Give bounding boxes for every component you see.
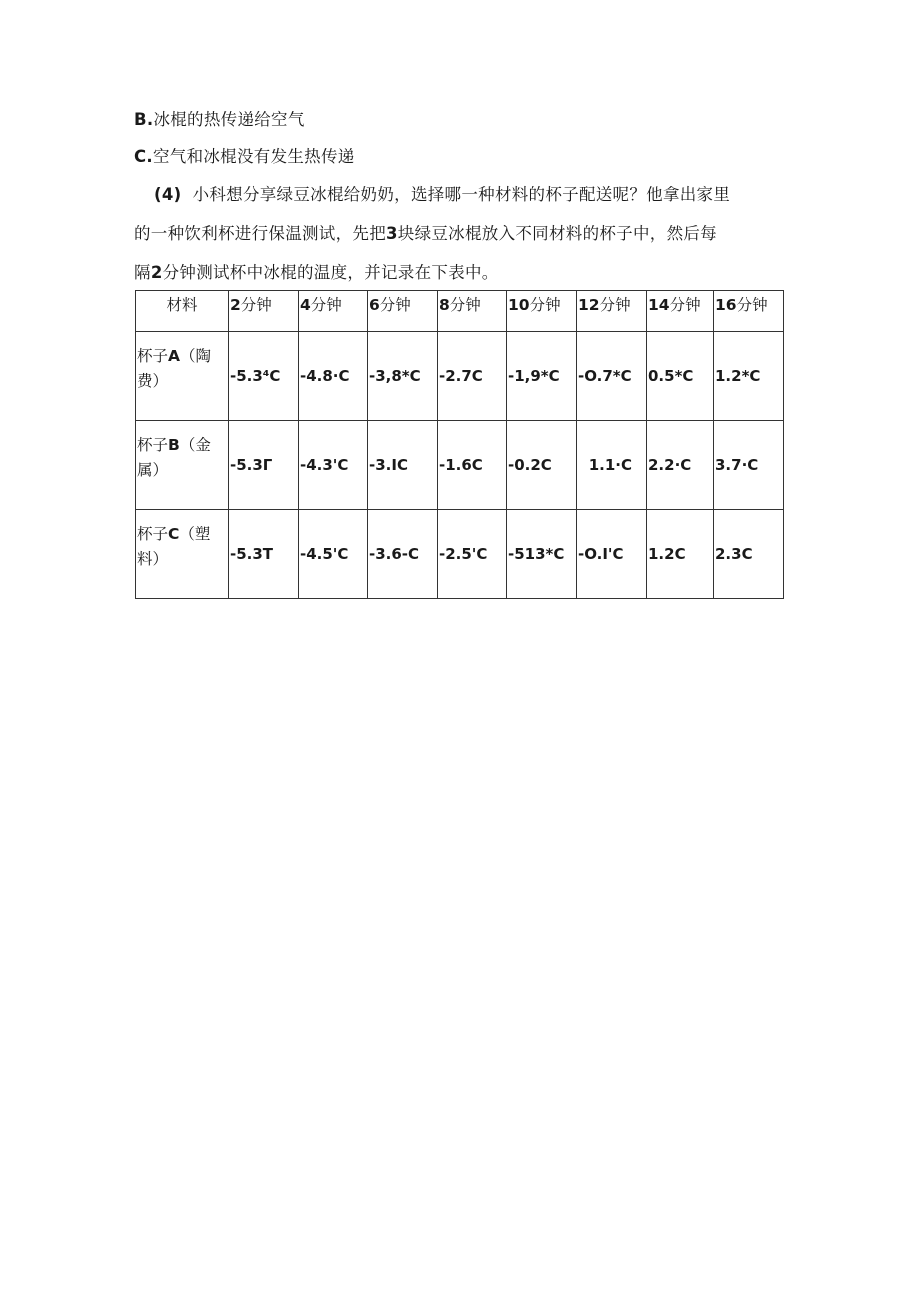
value-cell: 0.5*C [647,332,714,421]
question-line-3 [134,261,499,285]
question-text-1: 小科想分享绿豆冰棍给奶奶，选择哪一种材料的杯子配送呢？他拿出家里 [192,185,731,204]
value-cell: 1.1·C [577,421,647,510]
value-cell: 2.2·C [647,421,714,510]
option-c-text: 空气和冰棍没有发生热传递 [152,147,355,166]
header-col: 6分钟 [368,291,438,332]
question-interval: 2 [150,263,163,282]
table-row [136,421,784,510]
value-cell: -O.I'C [577,510,647,599]
value-cell: -3,8*C [368,332,438,421]
value-cell: -1,9*C [507,332,577,421]
value-cell: -4.5'C [299,510,368,599]
option-c [134,145,355,169]
question-text-2a: 的一种饮利杯进行保温测试，先把 [134,224,386,243]
question-line-2 [134,222,717,246]
table-header-row [136,291,784,332]
temperature-table [135,290,784,599]
value-cell: -5.3T [229,510,299,599]
value-cell: -2.7C [438,332,507,421]
table-row [136,510,784,599]
question-text-3a: 隔 [134,263,151,282]
header-col: 2分钟 [229,291,299,332]
value-cell: 3.7·C [714,421,784,510]
value-cell: -3.6-C [368,510,438,599]
header-col: 8分钟 [438,291,507,332]
table-row [136,332,784,421]
header-col: 16分钟 [714,291,784,332]
value-cell: -3.IC [368,421,438,510]
header-col: 12分钟 [577,291,647,332]
question-text-2b: 块绿豆冰棍放入不同材料的杯子中，然后每 [397,224,717,243]
value-cell: -4.3'C [299,421,368,510]
value-cell: -4.8·C [299,332,368,421]
option-b-text: 冰棍的热传递给空气 [153,110,305,129]
value-cell: 1.2*C [714,332,784,421]
value-cell: 2.3C [714,510,784,599]
question-text-3b: 分钟测试杯中冰棍的温度，并记录在下表中。 [162,263,499,282]
header-col: 4分钟 [299,291,368,332]
value-cell: -1.6C [438,421,507,510]
material-cell: 杯子C（塑料） [136,510,229,599]
question-count: 3 [386,224,398,243]
value-cell: -5.3⁴C [229,332,299,421]
option-b-letter: B. [134,110,154,129]
question-number: (4) [154,185,182,204]
value-cell: -O.7*C [577,332,647,421]
value-cell: 1.2C [647,510,714,599]
value-cell: -2.5'C [438,510,507,599]
material-cell: 杯子A（陶费） [136,332,229,421]
header-material: 材料 [136,291,229,332]
question-line-1 [154,183,730,207]
value-cell: -513*C [507,510,577,599]
header-col: 14分钟 [647,291,714,332]
option-c-letter: C. [134,147,153,166]
value-cell: -5.3Γ [229,421,299,510]
material-cell: 杯子B（金属） [136,421,229,510]
option-b [134,108,305,132]
value-cell: -0.2C [507,421,577,510]
header-col: 10分钟 [507,291,577,332]
